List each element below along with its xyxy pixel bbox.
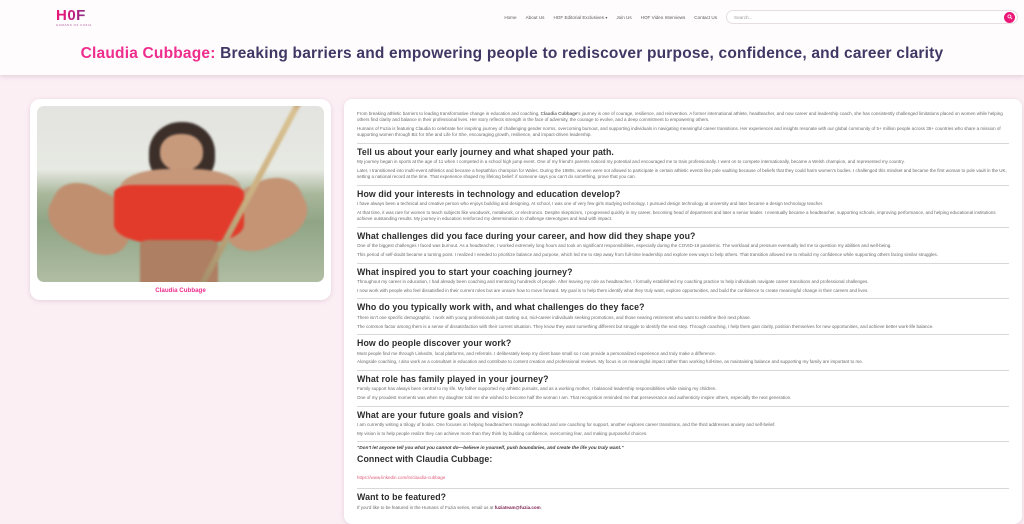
profile-photo (37, 106, 324, 282)
section-paragraph: My vision is to help people realize they can achieve more than they think by building confidence, overcoming fear, and making purposeful choices. (357, 430, 648, 436)
section-divider (357, 488, 1009, 489)
section-paragraph: I now work with people who feel dissatisfied in their current roles but are unsure how to move forward. My goal is to help them identify what they truly want, explore opportunities, and build the confidence to create meaningful change in their careers and lives. (357, 287, 869, 293)
nav-item-about-us[interactable]: About Us (525, 14, 545, 20)
logo-tagline: HUMANS OF FUZIA (56, 22, 92, 27)
section-heading: Tell us about your early journey and what shaped your path. (357, 146, 614, 157)
section-paragraph: The common factor among them is a sense of dissatisfaction with their current situation. They know they want something different but struggle to identify the next step. Through coaching, I help them gain clarity, position themselves for new opportunities, and achieve better work-life balance. (357, 323, 934, 329)
section-divider (357, 370, 1009, 371)
featured-text-before: If you'd like to be featured in the Humans of Fuzia series, email us at (357, 504, 495, 510)
section-paragraph: There isn't one specific demographic. I work with young professionals just starting out, mid-career individuals seeking promotions, and those nearing retirement who want to redefine their next phase. (357, 314, 751, 320)
intro-paragraph-2: Humans of Fuzia is featuring Claudia to celebrate her inspiring journey of challenging gender norms, overcoming burnout, and supporting individuals in navigating meaningful career transitions. Her experiences and insights resonate with our global community of 5+ million people across 35+ countries who share a mission of supporting women through Biz for She and Life for She, encouraging growth, resilience, and impact-driven leadership. (357, 125, 1001, 138)
chevron-down-icon: ▾ (605, 14, 608, 20)
logo-text: H0F (56, 8, 92, 23)
main-nav (504, 15, 717, 20)
search-icon (1007, 14, 1013, 20)
linkedin-link[interactable]: https://www.linkedin.com/in/claudia-cubbage (357, 475, 446, 481)
section-divider (357, 143, 1009, 144)
site-logo[interactable] (56, 8, 92, 27)
section-paragraph: Alongside coaching, I also work as a consultant in education and contribute to content creation and professional reviews. My focus is on meaningful impact rather than working full-time, as maintaining balance and supporting my family are important to me. (357, 359, 864, 365)
section-divider (357, 263, 1009, 264)
section-paragraph: Most people find me through LinkedIn, local platforms, and referrals. I deliberately keep my client base small so I can provide a personalized experience and truly make a difference. (357, 350, 716, 356)
section-divider (357, 298, 1009, 299)
main-content (0, 75, 1024, 524)
athlete-face (160, 134, 203, 171)
section-heading: How did your interests in technology and education develop? (357, 188, 621, 199)
section-divider (357, 441, 1009, 442)
section-heading: What inspired you to start your coaching journey? (357, 266, 573, 277)
page-title-rest: Breaking barriers and empowering people to rediscover purpose, confidence, and career clarity (215, 45, 944, 62)
section-paragraph: This period of self-doubt became a turning point. I realized I needed to prioritize balance and purpose, which led me to step away from full-time leadership and explore new ways to help others. That transition allowed me to rebuild my confidence while supporting others facing similar struggles. (357, 252, 938, 258)
section-paragraph: Throughout my career in education, I had already been coaching and mentoring hundreds of people. After leaving my role as headteacher, I formally established my coaching practice to help individuals navigate career transitions and professional challenges. (357, 279, 869, 284)
page-title-highlight: Claudia Cubbage: (80, 45, 216, 62)
section-heading: Who do you typically work with, and what challenges do they face? (357, 302, 645, 313)
nav-item-contact-us[interactable]: Contact Us (694, 14, 717, 20)
section-divider (357, 227, 1009, 228)
featured-text-after: . (540, 504, 542, 510)
section-heading: What role has family played in your journey? (357, 373, 549, 384)
pull-quote: "Don't let anyone tell you what you cannot do—believe in yourself, push boundaries, and create the life you truly want." (357, 445, 624, 451)
intro-text-after: 's journey is one of courage, resilience, and reinvention. A former international athlete, headteacher, and now career and leadership coach, she has consistently challenged limitations placed on women while helping others find clarity and balance in their professional lives. Her story reflects strength in the face of adversity, the courage to evolve, and a deep commitment to empowering others. (357, 110, 1003, 122)
intro-text-before: From breaking athletic barriers to leading transformative change in education and coaching, (357, 110, 541, 116)
section-divider (357, 334, 1009, 335)
section-paragraph: At that time, it was rare for women to teach subjects like woodwork, metalwork, or electronics. Despite skepticism, I progressed quickly in my career, becoming head of department and later a senior leader. I eventually became a headteacher, supporting schools, improving performance, and helping educational institutions achieve outstanding results. My journey in education reinforced my determination to challenge stereotypes and lead with impact. (357, 210, 996, 222)
section-paragraph: I have always been a technical and creative person who enjoys building and designing. At school, I was one of very few girls studying technology. I pursued design technology at university and later became a design technology teacher. (357, 201, 824, 207)
search-bar (726, 10, 1018, 24)
photo-caption: Claudia Cubbage (155, 287, 206, 294)
top-bar (0, 3, 1024, 31)
contact-email: fuziateam@fuzia.com (494, 504, 541, 510)
search-button[interactable] (1004, 12, 1015, 23)
section-paragraph: My journey began in sports at the age of 11 when I competed in a school high jump event. One of my friend's parents noticed my potential and encouraged me to train professionally. I went on to compete internationally, became a Welsh champion, and represented my country. (357, 159, 905, 164)
search-input[interactable] (734, 15, 1004, 20)
featured-paragraph (357, 505, 1009, 511)
article-sections (357, 143, 1009, 438)
section-heading: What challenges did you face during your career, and how did they shape you? (357, 230, 696, 241)
section-paragraph: I am currently writing a trilogy of books. One focuses on helping headteachers manage workload and use coaching for support, another explores career transitions, and the third addresses anxiety and self-belief. (357, 422, 776, 427)
section-heading: How do people discover your work? (357, 338, 512, 348)
page-title (0, 45, 1024, 63)
profile-photo-card (30, 99, 331, 300)
nav-item-video-interviews[interactable]: HOF Video Interviews (640, 14, 686, 20)
athlete-figure (37, 106, 324, 282)
section-paragraph: One of my proudest moments was when my daughter told me she wished to become half the woman I am. That recognition reminded me that perseverance and authenticity inspire others, especially the next generation. (357, 395, 792, 401)
article-card (344, 99, 1022, 524)
nav-item-join-us[interactable]: Join Us (616, 14, 632, 20)
nav-item-label: HOF Editorial Exclusives (553, 14, 605, 20)
section-paragraph: Later, I transitioned into multi-event athletics and became a heptathlon champion for Wales. During the 1980s, women were not allowed to participate in certain athletic events like pole vaulting because of beliefs that they could harm women's bodies. I challenged this mindset and became the first woman to pole vault in the UK, setting a national record at the time. That experience shaped my lifelong belief: if someone says you can't do something, prove that you can. (357, 167, 1007, 180)
section-heading: What are your future goals and vision? (357, 409, 524, 420)
intro-bold-name: Claudia Cubbage (540, 110, 578, 116)
nav-item-home[interactable]: Home (504, 14, 517, 20)
section-paragraph: Family support has always been central to my life. My father supported my athletic pursuits, and as a working mother, I balanced leadership responsibilities while raising my children. (357, 386, 717, 392)
nav-item-editorial-exclusives[interactable] (553, 15, 607, 20)
intro-paragraph-1 (357, 111, 1009, 124)
section-divider (357, 406, 1009, 407)
section-divider (357, 185, 1009, 186)
featured-heading: Want to be featured? (357, 492, 447, 503)
section-paragraph: One of the biggest challenges I faced was burnout. As a headteacher, I worked extremely long hours and took on significant responsibilities, especially during the COVID-19 pandemic. The workload and pressure eventually led me to question my abilities and well-being. (357, 243, 892, 249)
connect-heading: Connect with Claudia Cubbage: (357, 454, 493, 465)
site-header (0, 0, 1024, 75)
